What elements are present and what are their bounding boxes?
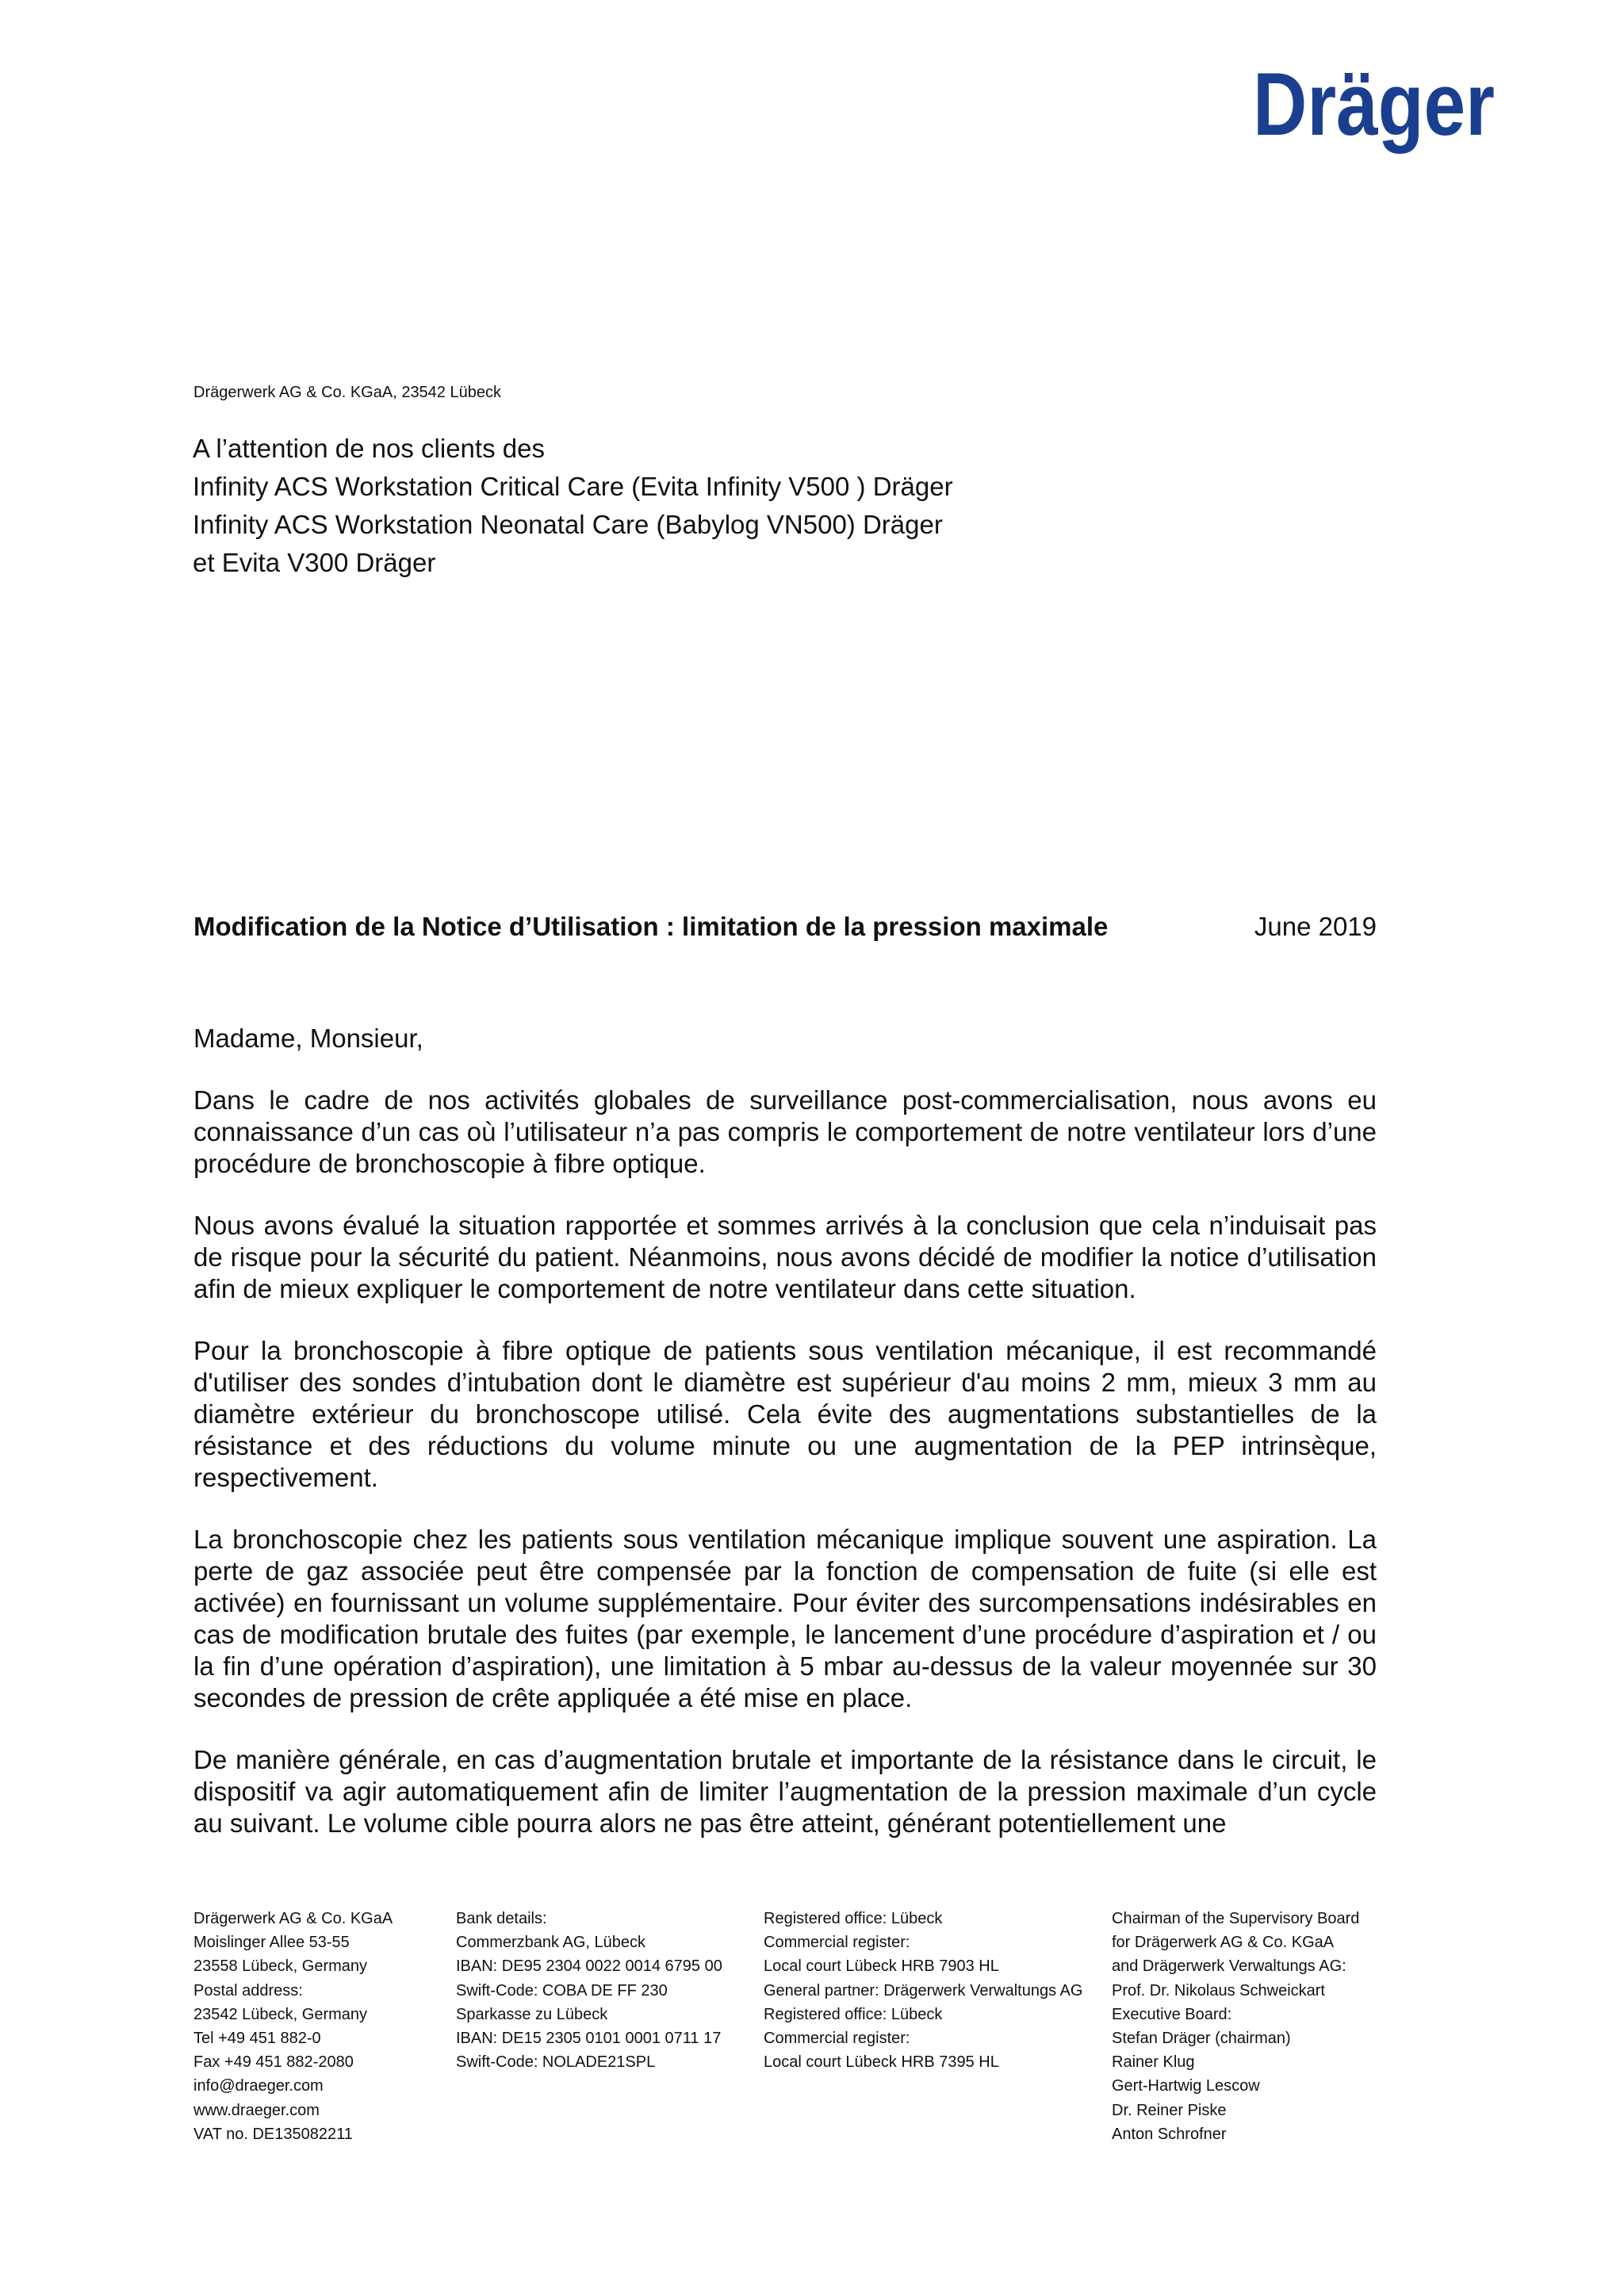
body-paragraph: Nous avons évalué la situation rapportée et sommes arrivés à la conclusion que cela n’induisait pas de risque pour la sécurité du patient. Néanmoins, nous avons décidé de modifier la notice d’utilisation afin de mieux expliquer le comportement de notre ventilateur dans cette situation. bbox=[193, 1211, 1377, 1303]
draeger-logo bbox=[1253, 55, 1499, 163]
body-paragraph: La bronchoscopie chez les patients sous ventilation mécanique implique souvent une aspiration. La perte de gaz associée peut être compensée par la fonction de compensation de fuite (si elle est activée) en fournissant un volume supplémentaire. Pour éviter des surcompensations indésirables en cas de modification brutale des fuites (par exemple, le lancement d’une procédure d’aspiration et / ou la fin d’une opération d’aspiration), une limitation à 5 mbar au-dessus de la valeur moyennée sur 30 secondes de pression de crête appliquée a été mise en place. bbox=[193, 1525, 1377, 1712]
footer-line: Gert-Hartwig Lescow bbox=[1112, 2077, 1260, 2095]
footer-line: Rainer Klug bbox=[1112, 2053, 1195, 2072]
footer-line: Bank details: bbox=[456, 1910, 547, 1927]
letter-date: June 2019 bbox=[1254, 912, 1377, 941]
footer-line: Sparkasse zu Lübeck bbox=[456, 2005, 608, 2023]
footer-line: and Drägerwerk Verwaltungs AG: bbox=[1112, 1957, 1346, 1976]
logo-text: Dräger bbox=[1253, 55, 1495, 154]
footer-line: Executive Board: bbox=[1112, 2005, 1232, 2023]
body-paragraph: Dans le cadre de nos activités globales de surveillance post-commercialisation, nous avons eu connaissance d’un cas où l’utilisateur n’a pas compris le comportement de notre ventilateur lors d’une procédure de bronchoscopie à fibre optique. bbox=[193, 1085, 1377, 1178]
footer-line: Chairman of the Supervisory Board bbox=[1112, 1910, 1360, 1927]
body-paragraph: De manière générale, en cas d’augmentation brutale et importante de la résistance dans le circuit, le dispositif va agir automatiquement afin de limiter l’augmentation de la pression maximale d’un cycle au suivant. Le volume cible pourra alors ne pas être atteint, générant potentiellement une bbox=[193, 1745, 1377, 1838]
footer-line: for Drägerwerk AG & Co. KGaA bbox=[1112, 1934, 1335, 1952]
recipient-line: et Evita V300 Dräger bbox=[193, 548, 436, 577]
salutation: Madame, Monsieur, bbox=[193, 1024, 423, 1053]
footer-line: IBAN: DE15 2305 0101 0001 0711 17 bbox=[456, 2030, 722, 2048]
footer-line: info@draeger.com bbox=[193, 2077, 324, 2095]
footer-line: Dr. Reiner Piske bbox=[1112, 2101, 1227, 2119]
recipient-line: Infinity ACS Workstation Critical Care (Evita Infinity V500 ) Dräger bbox=[193, 472, 953, 501]
footer-line: Swift-Code: COBA DE FF 230 bbox=[456, 1981, 668, 1999]
footer-line: Prof. Dr. Nikolaus Schweickart bbox=[1112, 1981, 1325, 1999]
footer-registration bbox=[764, 1907, 1082, 2074]
footer-line: Postal address: bbox=[193, 1981, 303, 1999]
footer-line: IBAN: DE95 2304 0022 0014 6795 00 bbox=[456, 1957, 722, 1976]
sender-address-line: Drägerwerk AG & Co. KGaA, 23542 Lübeck bbox=[193, 384, 501, 401]
footer-line: Local court Lübeck HRB 7903 HL bbox=[764, 1957, 999, 1976]
footer-company-address bbox=[193, 1907, 393, 2146]
letter-subject: Modification de la Notice d’Utilisation : limitation de la pression maximale bbox=[193, 912, 1109, 941]
footer-line: Commercial register: bbox=[764, 2030, 910, 2048]
letter-body bbox=[193, 1023, 1377, 1869]
footer-line: www.draeger.com bbox=[193, 2101, 320, 2119]
footer-line: General partner: Drägerwerk Verwaltungs AG bbox=[764, 1981, 1083, 1999]
footer-line: VAT no. DE135082211 bbox=[193, 2125, 353, 2143]
footer-line: Tel +49 451 882-0 bbox=[193, 2030, 321, 2048]
body-paragraph: Pour la bronchoscopie à fibre optique de patients sous ventilation mécanique, il est recommandé d'utiliser des sondes d’intubation dont le diamètre est supérieur d'au moins 2 mm, mieux 3 mm au diamètre extérieur du bronchoscope utilisé. Cela évite des augmentations substantielles de la résistance et des réductions du volume minute ou une augmentation de la PEP intrinsèque, respectivement. bbox=[193, 1336, 1377, 1492]
footer-line: 23558 Lübeck, Germany bbox=[193, 1957, 368, 1976]
footer-line: Drägerwerk AG & Co. KGaA bbox=[193, 1910, 393, 1927]
footer-line: Swift-Code: NOLADE21SPL bbox=[456, 2053, 656, 2072]
footer-line: Moislinger Allee 53-55 bbox=[193, 1934, 350, 1952]
footer-line: Registered office: Lübeck bbox=[764, 1910, 943, 1927]
footer-line: Fax +49 451 882-2080 bbox=[193, 2053, 354, 2072]
footer-line: Stefan Dräger (chairman) bbox=[1112, 2030, 1291, 2048]
footer-line: 23542 Lübeck, Germany bbox=[193, 2005, 368, 2023]
footer-line: Anton Schrofner bbox=[1112, 2125, 1227, 2143]
footer-board bbox=[1112, 1907, 1359, 2146]
footer-line: Commerzbank AG, Lübeck bbox=[456, 1934, 645, 1952]
footer-bank-details bbox=[456, 1907, 722, 2074]
recipient-line: A l’attention de nos clients des bbox=[193, 434, 545, 463]
footer-line: Commercial register: bbox=[764, 1934, 910, 1952]
recipient-line: Infinity ACS Workstation Neonatal Care (Babylog VN500) Dräger bbox=[193, 510, 943, 539]
footer-line: Local court Lübeck HRB 7395 HL bbox=[764, 2053, 999, 2072]
footer-line: Registered office: Lübeck bbox=[764, 2005, 943, 2023]
recipient-block bbox=[193, 430, 953, 582]
